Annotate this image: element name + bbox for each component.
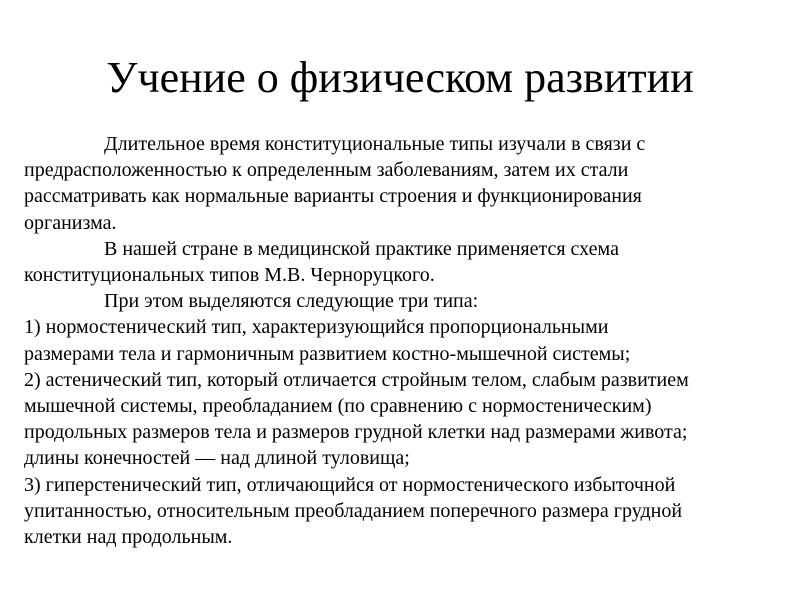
text-line: организма. bbox=[24, 211, 117, 234]
text-line: 3) гиперстенический тип, отличающийся от нормостенического избыточной bbox=[24, 473, 676, 496]
text-line: упитанностью, относительным преобладанием поперечного размера грудной bbox=[24, 499, 683, 522]
text-line: 2) астенический тип, который отличается стройным телом, слабым развитием bbox=[24, 368, 689, 391]
text-line: В нашей стране в медицинской практике применяется схема bbox=[104, 237, 619, 260]
slide-title: Учение о физическом развитии bbox=[106, 53, 694, 102]
text-line: Длительное время конституциональные типы изучали в связи с bbox=[104, 133, 646, 155]
list-item-asthenic bbox=[24, 367, 776, 472]
paragraph-constitutional-types bbox=[24, 131, 776, 236]
text-line: мышечной системы, преобладанием (по сравнению с нормостеническим) bbox=[24, 395, 652, 418]
text-line: 1) нормостенический тип, характеризующийся пропорциональными bbox=[24, 316, 609, 339]
text-line: При этом выделяются следующие три типа: bbox=[104, 290, 479, 313]
slide-body-text bbox=[24, 131, 776, 550]
text-line: рассматривать как нормальные варианты строения и функционирования bbox=[24, 185, 642, 208]
text-line: предрасположенностью к определенным заболеваниям, затем их стали bbox=[24, 159, 629, 182]
text-line: клетки над продольным. bbox=[24, 526, 233, 549]
paragraph-three-types-intro bbox=[24, 288, 776, 314]
text-line: длины конечностей — над длиной туловища; bbox=[24, 447, 410, 470]
paragraph-chernorutsky-scheme bbox=[24, 236, 776, 288]
text-line: продольных размеров тела и размеров грудной клетки над размерами живота; bbox=[24, 421, 688, 444]
list-item-hypersthenic bbox=[24, 472, 776, 551]
text-line: размерами тела и гармоничным развитием костно-мышечной системы; bbox=[24, 342, 631, 365]
text-line: конституциональных типов М.В. Черноруцкого. bbox=[24, 264, 435, 287]
list-item-normosthenic bbox=[24, 314, 776, 366]
